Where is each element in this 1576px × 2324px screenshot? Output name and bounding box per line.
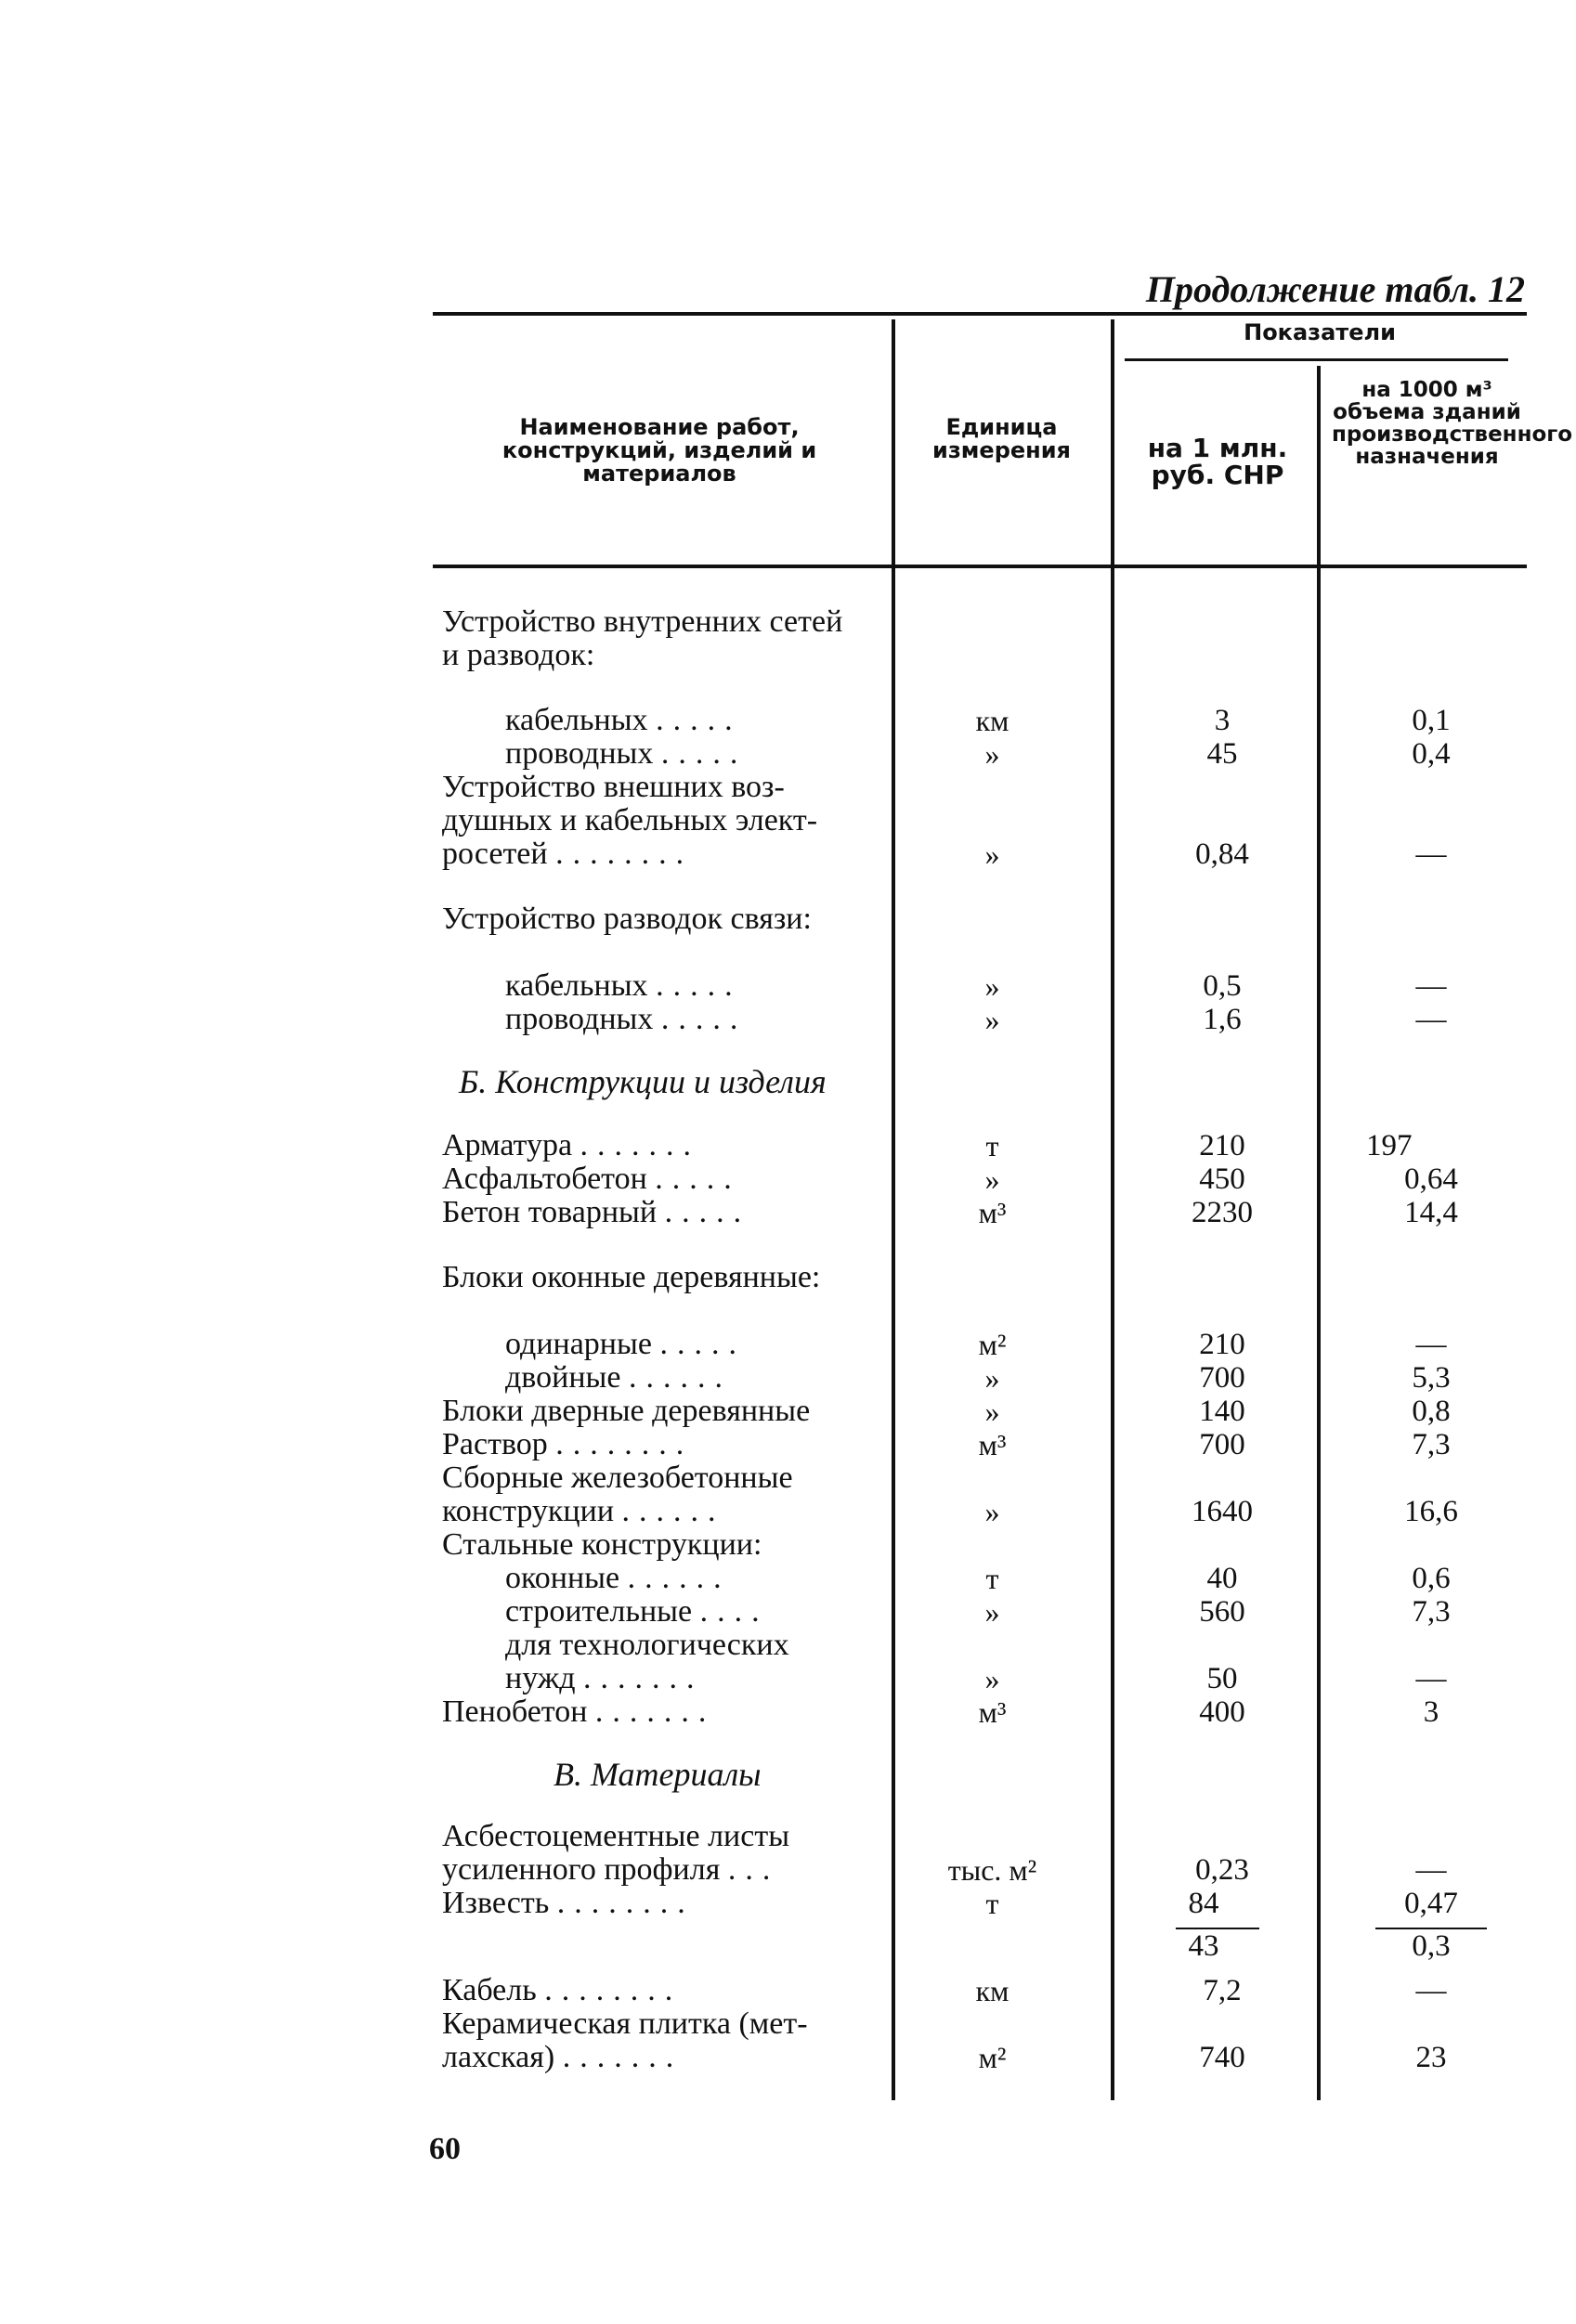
group-title: и разводок: [442, 639, 595, 672]
table-row: Асфальтобетон ..... » 450 0,64 [442, 1162, 1458, 1196]
top-rule [433, 312, 1527, 316]
table-row: одинарные ..... м² 210 — [505, 1328, 1447, 1361]
table-row: Кабель ........ км 7,2 — [442, 1974, 1447, 2007]
group-title: Сборные железобетонные [442, 1461, 793, 1495]
group-title: для технологических [505, 1629, 789, 1662]
table-row: росетей ........ » 0,84 — [442, 837, 1447, 871]
table-row: кабельных ..... км 3 0,1 [505, 704, 1451, 737]
table-row: строительные .... » 560 7,3 [505, 1595, 1451, 1629]
header-bottom-rule [433, 565, 1527, 568]
table-row: Известь ........ т 84 0,47 [442, 1887, 1458, 1920]
table-row: Пенобетон ....... м³ 400 3 [442, 1695, 1439, 1729]
table-caption: Продолжение табл. 12 [1145, 268, 1525, 310]
table-row: 43 0,3 [1188, 1929, 1451, 1963]
table-row: нужд ....... » 50 — [505, 1662, 1447, 1695]
group-title: Блоки оконные деревянные: [442, 1261, 821, 1294]
table-row: Арматура ....... т 210 197 [442, 1129, 1413, 1162]
header-indicators: Показатели [1244, 319, 1396, 345]
group-title: Устройство внутренних сетей [442, 605, 843, 639]
header-unit-col: Единица измерения [932, 414, 1071, 464]
table-row: Блоки дверные деревянные » 140 0,8 [442, 1395, 1451, 1428]
group-title: Устройство внешних воз- [442, 771, 785, 804]
table-row: кабельных ..... » 0,5 — [505, 969, 1447, 1003]
table-row: Раствор ........ м³ 700 7,3 [442, 1428, 1451, 1461]
table-row: лахская) ....... м² 740 23 [442, 2041, 1447, 2074]
group-title: Устройство разводок связи: [442, 902, 812, 936]
header-col-v2: на 1000 м³ объема зданий производственного назначения [1332, 378, 1573, 470]
table-row: конструкции ...... » 1640 16,6 [442, 1495, 1458, 1528]
table-row: Бетон товарный ..... м³ 2230 14,4 [442, 1196, 1458, 1229]
table-row: проводных ..... » 45 0,4 [505, 737, 1451, 771]
group-title: душных и кабельных элект- [442, 804, 818, 837]
table-row: оконные ...... т 40 0,6 [505, 1562, 1451, 1595]
table-row: двойные ...... » 700 5,3 [505, 1361, 1451, 1395]
table-row: проводных ..... » 1,6 — [505, 1003, 1447, 1036]
indicators-rule [1125, 358, 1508, 361]
group-title: Асбестоцементные листы [442, 1820, 790, 1853]
section-heading: Б. Конструкции и изделия [459, 1063, 827, 1100]
group-title: Стальные конструкции: [442, 1528, 762, 1562]
page-number: 60 [429, 2132, 461, 2166]
header-name-col: Наименование работ, конструкций, изделий и материалов [501, 414, 817, 487]
group-title: Керамическая плитка (мет- [442, 2007, 808, 2041]
section-heading: В. Материалы [554, 1756, 762, 1793]
header-col-v1: на 1 млн. руб. СНР [1147, 433, 1288, 491]
table-row: усиленного профиля ... тыс. м² 0,23 — [442, 1853, 1447, 1887]
